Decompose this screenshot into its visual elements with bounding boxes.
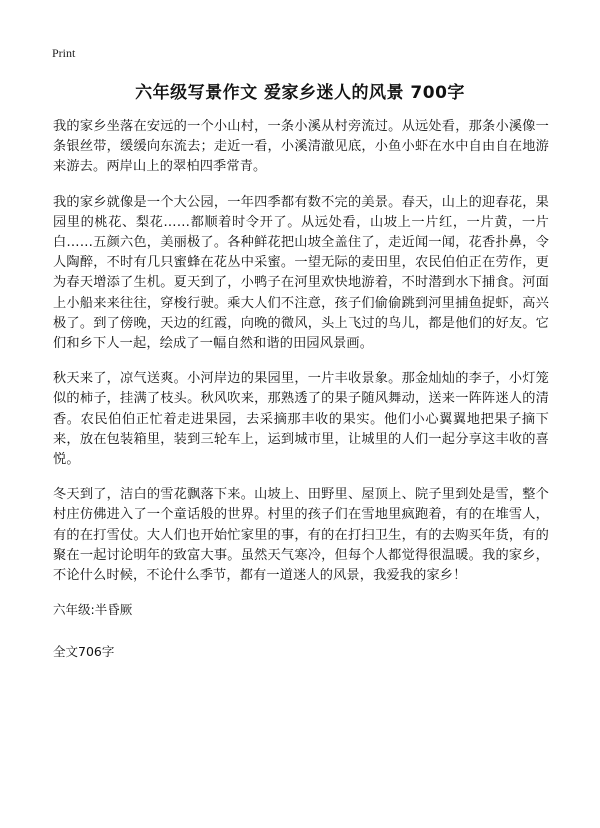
- paragraph-autumn: 秋天来了，凉气送爽。小河岸边的果园里，一片丰收景象。那金灿灿的李子，小灯笼似的柿子，挂满了枝头。秋风吹来，那熟透了的果子随风舞动，送来一阵阵迷人的清香。农民伯伯正忙着走进果园，去采摘那丰收的果实。他们小心翼翼地把果子摘下来，放在包装箱里，装到三轮车上，运到城市里，让城里的人们一起分享这丰收的喜悦。: [53, 371, 549, 468]
- author-line: 六年级:半昏厥: [53, 602, 133, 618]
- paragraph-winter: 冬天到了，洁白的雪花飘落下来。山坡上、田野里、屋顶上、院子里到处是雪，整个村庄仿佛进入了一个童话般的世界。村里的孩子们在雪地里疯跑着，有的在堆雪人，有的在打雪仗。大人们也开始忙家里的事，有的在打扫卫生，有的去购买年货，有的聚在一起讨论明年的致富大事。虽然天气寒冷，但每个人都觉得很温暖。我的家乡，不论什么时候，不论什么季节，都有一道迷人的风景，我爱我的家乡！: [53, 487, 549, 584]
- article-title: 六年级写景作文 爱家乡迷人的风景 700字: [135, 83, 465, 103]
- paragraph-spring-summer: 我的家乡就像是一个大公园，一年四季都有数不完的美景。春天，山上的迎春花，果园里的桃花、梨花……都顺着时令开了。从远处看，山坡上一片红，一片黄，一片白……五颜六色，美丽极了。各种鲜花把山坡全盖住了，走近闻一闻，花香扑鼻，令人陶醉，不时有几只蜜蜂在花丛中采蜜。一望无际的麦田里，农民伯伯正在劳作，更为春天增添了生机。夏天到了，小鸭子在河里欢快地游着，不时潜到水下捕食。河面上小船来来往往，穿梭行驶。乘大人们不注意，孩子们偷偷跳到河里捕鱼捉虾，高兴极了。到了傍晚，天边的红霞，向晚的微风，头上飞过的鸟儿，都是他们的好友。它们和乡下人一起，绘成了一幅自然和谐的田园风景画。: [53, 194, 549, 352]
- word-count: 全文706字: [53, 644, 115, 660]
- article-body: [53, 117, 549, 685]
- paragraph-intro: 我的家乡坐落在安远的一个小山村，一条小溪从村旁流过。从远处看，那条小溪像一条银丝带，缓缓向东流去；走近一看，小溪清澈见底，小鱼小虾在水中自由自在地游来游去。两岸山上的翠柏四季常青。: [53, 119, 549, 175]
- print-link[interactable]: Print: [52, 46, 76, 60]
